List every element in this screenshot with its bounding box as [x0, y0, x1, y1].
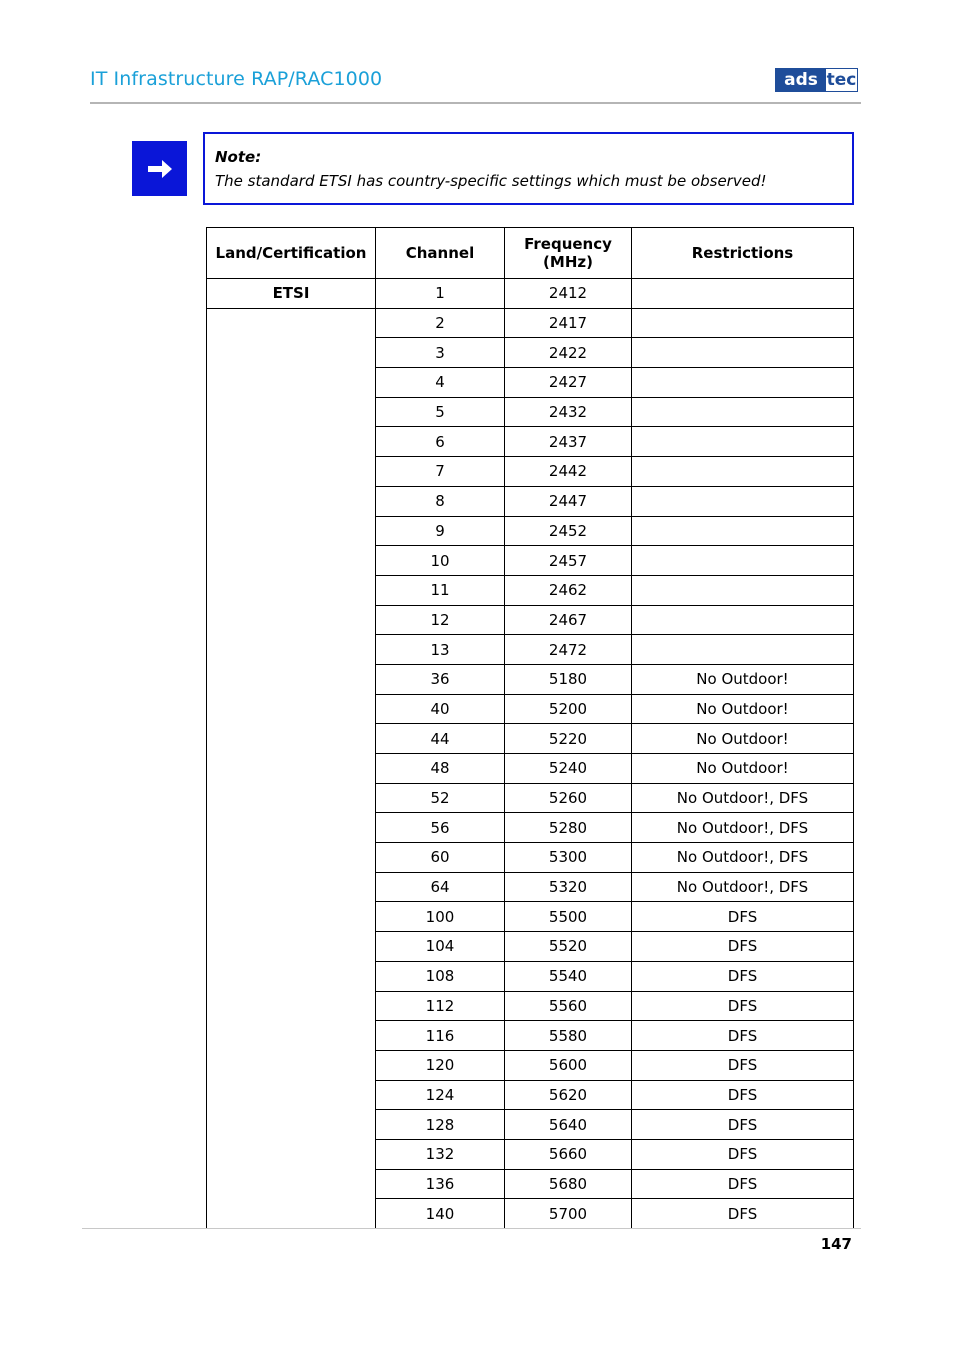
channel-cell: 7	[376, 457, 505, 487]
restrictions-cell	[632, 635, 854, 665]
logo-tec-part: tec	[826, 70, 857, 90]
restrictions-cell: No Outdoor!, DFS	[632, 843, 854, 873]
channel-cell: 128	[376, 1110, 505, 1140]
restrictions-cell: DFS	[632, 1139, 854, 1169]
frequency-cell: 5200	[505, 694, 632, 724]
restrictions-cell: No Outdoor!, DFS	[632, 783, 854, 813]
restrictions-cell: DFS	[632, 1169, 854, 1199]
right-arrow-icon	[132, 141, 187, 196]
frequency-cell: 5560	[505, 991, 632, 1021]
header-frequency-line1: Frequency	[524, 235, 612, 253]
channel-cell: 9	[376, 516, 505, 546]
header-land-certification: Land/Certification	[207, 228, 376, 279]
table-body	[207, 279, 854, 1229]
channel-cell: 120	[376, 1050, 505, 1080]
channel-cell: 136	[376, 1169, 505, 1199]
channel-cell: 6	[376, 427, 505, 457]
restrictions-cell	[632, 427, 854, 457]
frequency-cell: 5500	[505, 902, 632, 932]
restrictions-cell: No Outdoor!	[632, 664, 854, 694]
frequency-cell: 5540	[505, 961, 632, 991]
restrictions-cell	[632, 279, 854, 309]
restrictions-cell	[632, 338, 854, 368]
header-restrictions: Restrictions	[632, 228, 854, 279]
note-text: The standard ETSI has country-specific settings which must be observed!	[215, 172, 767, 190]
table-row	[207, 308, 854, 338]
frequency-cell: 5700	[505, 1199, 632, 1229]
frequency-cell: 2467	[505, 605, 632, 635]
channel-cell: 56	[376, 813, 505, 843]
header-divider	[90, 102, 861, 104]
land-certification-cell: ETSI	[207, 279, 376, 309]
restrictions-cell: DFS	[632, 932, 854, 962]
restrictions-cell	[632, 308, 854, 338]
channel-cell: 64	[376, 872, 505, 902]
channel-cell: 112	[376, 991, 505, 1021]
restrictions-cell: DFS	[632, 902, 854, 932]
channel-cell: 12	[376, 605, 505, 635]
channel-cell: 8	[376, 486, 505, 516]
restrictions-cell: No Outdoor!	[632, 724, 854, 754]
frequency-cell: 5660	[505, 1139, 632, 1169]
frequency-cell: 2417	[505, 308, 632, 338]
restrictions-cell	[632, 605, 854, 635]
header-frequency	[505, 228, 632, 279]
frequency-cell: 5240	[505, 754, 632, 784]
channel-cell: 10	[376, 546, 505, 576]
note-box	[203, 132, 854, 205]
header-frequency-line2: (MHz)	[543, 253, 593, 271]
frequency-cell: 5600	[505, 1050, 632, 1080]
channel-cell: 3	[376, 338, 505, 368]
channel-cell: 36	[376, 664, 505, 694]
channel-cell: 11	[376, 575, 505, 605]
channel-cell: 116	[376, 1021, 505, 1051]
restrictions-cell: DFS	[632, 961, 854, 991]
frequency-cell: 5580	[505, 1021, 632, 1051]
document-header-title: IT Infrastructure RAP/RAC1000	[90, 68, 383, 90]
restrictions-cell: No Outdoor!	[632, 754, 854, 784]
frequency-cell: 5640	[505, 1110, 632, 1140]
frequency-cell: 5260	[505, 783, 632, 813]
channel-cell: 132	[376, 1139, 505, 1169]
frequency-cell: 5300	[505, 843, 632, 873]
restrictions-cell: DFS	[632, 991, 854, 1021]
channel-cell: 124	[376, 1080, 505, 1110]
channel-cell: 140	[376, 1199, 505, 1229]
note-title: Note:	[215, 148, 262, 166]
channel-cell: 5	[376, 397, 505, 427]
page-number: 147	[820, 1235, 852, 1253]
restrictions-cell: DFS	[632, 1080, 854, 1110]
frequency-cell: 2452	[505, 516, 632, 546]
frequency-cell: 2447	[505, 486, 632, 516]
channel-cell: 4	[376, 368, 505, 398]
channel-cell: 108	[376, 961, 505, 991]
frequency-cell: 5320	[505, 872, 632, 902]
table-header-row	[207, 228, 854, 279]
frequency-cell: 2412	[505, 279, 632, 309]
channel-frequency-table	[206, 227, 854, 1229]
frequency-cell: 2472	[505, 635, 632, 665]
frequency-cell: 2457	[505, 546, 632, 576]
restrictions-cell	[632, 546, 854, 576]
land-certification-continuation-cell	[207, 308, 376, 1228]
channel-cell: 104	[376, 932, 505, 962]
restrictions-cell: DFS	[632, 1110, 854, 1140]
restrictions-cell	[632, 486, 854, 516]
channel-cell: 52	[376, 783, 505, 813]
restrictions-cell	[632, 575, 854, 605]
frequency-cell: 5620	[505, 1080, 632, 1110]
restrictions-cell: DFS	[632, 1199, 854, 1229]
channel-cell: 60	[376, 843, 505, 873]
logo-ads-part: ads	[776, 69, 826, 91]
restrictions-cell: No Outdoor!, DFS	[632, 872, 854, 902]
frequency-cell: 2437	[505, 427, 632, 457]
channel-cell: 2	[376, 308, 505, 338]
restrictions-cell	[632, 516, 854, 546]
frequency-cell: 5280	[505, 813, 632, 843]
frequency-cell: 5220	[505, 724, 632, 754]
footer-divider	[82, 1228, 861, 1229]
channel-cell: 40	[376, 694, 505, 724]
frequency-cell: 2462	[505, 575, 632, 605]
restrictions-cell: DFS	[632, 1021, 854, 1051]
channel-cell: 1	[376, 279, 505, 309]
restrictions-cell	[632, 368, 854, 398]
restrictions-cell: No Outdoor!, DFS	[632, 813, 854, 843]
restrictions-cell: DFS	[632, 1050, 854, 1080]
channel-cell: 13	[376, 635, 505, 665]
frequency-cell: 2432	[505, 397, 632, 427]
frequency-cell: 5680	[505, 1169, 632, 1199]
frequency-cell: 2427	[505, 368, 632, 398]
restrictions-cell	[632, 397, 854, 427]
channel-cell: 48	[376, 754, 505, 784]
frequency-cell: 5520	[505, 932, 632, 962]
header-channel: Channel	[376, 228, 505, 279]
table-row	[207, 279, 854, 309]
channel-cell: 44	[376, 724, 505, 754]
restrictions-cell	[632, 457, 854, 487]
company-logo	[775, 68, 858, 92]
restrictions-cell: No Outdoor!	[632, 694, 854, 724]
channel-cell: 100	[376, 902, 505, 932]
frequency-cell: 5180	[505, 664, 632, 694]
frequency-cell: 2422	[505, 338, 632, 368]
frequency-cell: 2442	[505, 457, 632, 487]
